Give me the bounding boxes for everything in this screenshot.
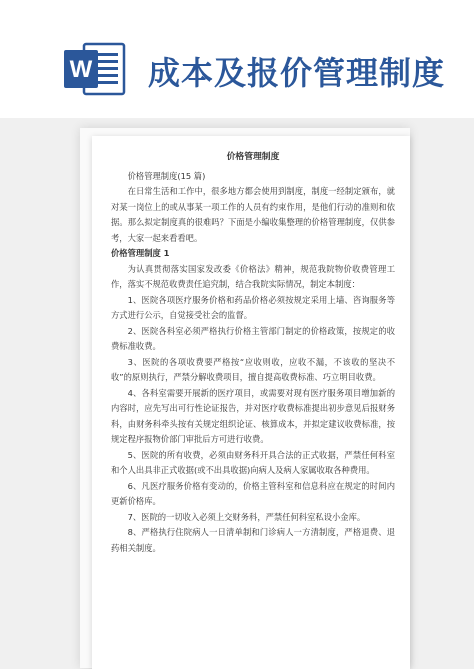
banner: [0, 0, 474, 118]
document-body: [111, 150, 395, 556]
doc-paragraph: 3、医院的各项收费要严格按“应收则收，应收不漏，不该收的坚决不收”的原则执行，严禁分解收费项目，擅自提高收费标准、巧立明目收费。: [111, 356, 395, 382]
word-icon: [62, 40, 126, 98]
doc-section-heading: 价格管理制度 1: [111, 248, 170, 258]
doc-paragraph: 在日常生活和工作中，很多地方都会使用到制度，制度一经制定颁布，就对某一岗位上的或从事某一项工作的人员有约束作用，是他们行动的准则和依据。那么拟定制度真的很难吗？下面是小编收集整理的价格管理制度，仅供参考，大家一起来看看吧。: [111, 186, 395, 243]
doc-paragraph: 2、医院各科室必须严格执行价格主管部门制定的价格政策，按规定的收费标准收费。: [111, 325, 395, 351]
doc-paragraph: 为认真贯彻落实国家发改委《价格法》精神，规范我院物价收费管理工作，落实不规范收费责任追究制，结合我院实际情况，制定本制度：: [111, 263, 395, 289]
doc-paragraph: 4、各科室需要开展新的医疗项目，或需要对现有医疗服务项目增加新的内容时，应先写出可行性论证报告，并对医疗收费标准提出初步意见后报财务科，由财务科牵头按有关规定组织论证、核算成本，并拟定建议收费标准，按规定程序报物价部门审批后方可进行收费。: [111, 387, 395, 444]
doc-paragraph: 1、医院各项医疗服务价格和药品价格必须按规定采用上墙、咨询服务等方式进行公示，自觉接受社会的监督。: [111, 294, 395, 320]
doc-paragraph: 8、严格执行住院病人一日清单制和门诊病人一方清制度，严格退费、退药相关制度。: [111, 527, 395, 553]
banner-title: 成本及报价管理制度: [148, 54, 446, 92]
word-icon-letter: W: [69, 56, 93, 83]
doc-paragraph: 5、医院的所有收费，必须由财务科开具合法的正式收据，严禁任何科室和个人出具非正式收据(或不出具收据)向病人及病人家属收取各种费用。: [111, 449, 395, 475]
document-title: 价格管理制度: [226, 152, 280, 162]
doc-paragraph: 6、凡医疗服务价格有变动的，价格主管科室和信息科应在规定的时间内更新价格库。: [111, 480, 395, 506]
doc-paragraph: 7、医院的一切收入必须上交财务科，严禁任何科室私设小金库。: [127, 511, 366, 522]
doc-paragraph: 价格管理制度(15 篇): [127, 170, 206, 181]
